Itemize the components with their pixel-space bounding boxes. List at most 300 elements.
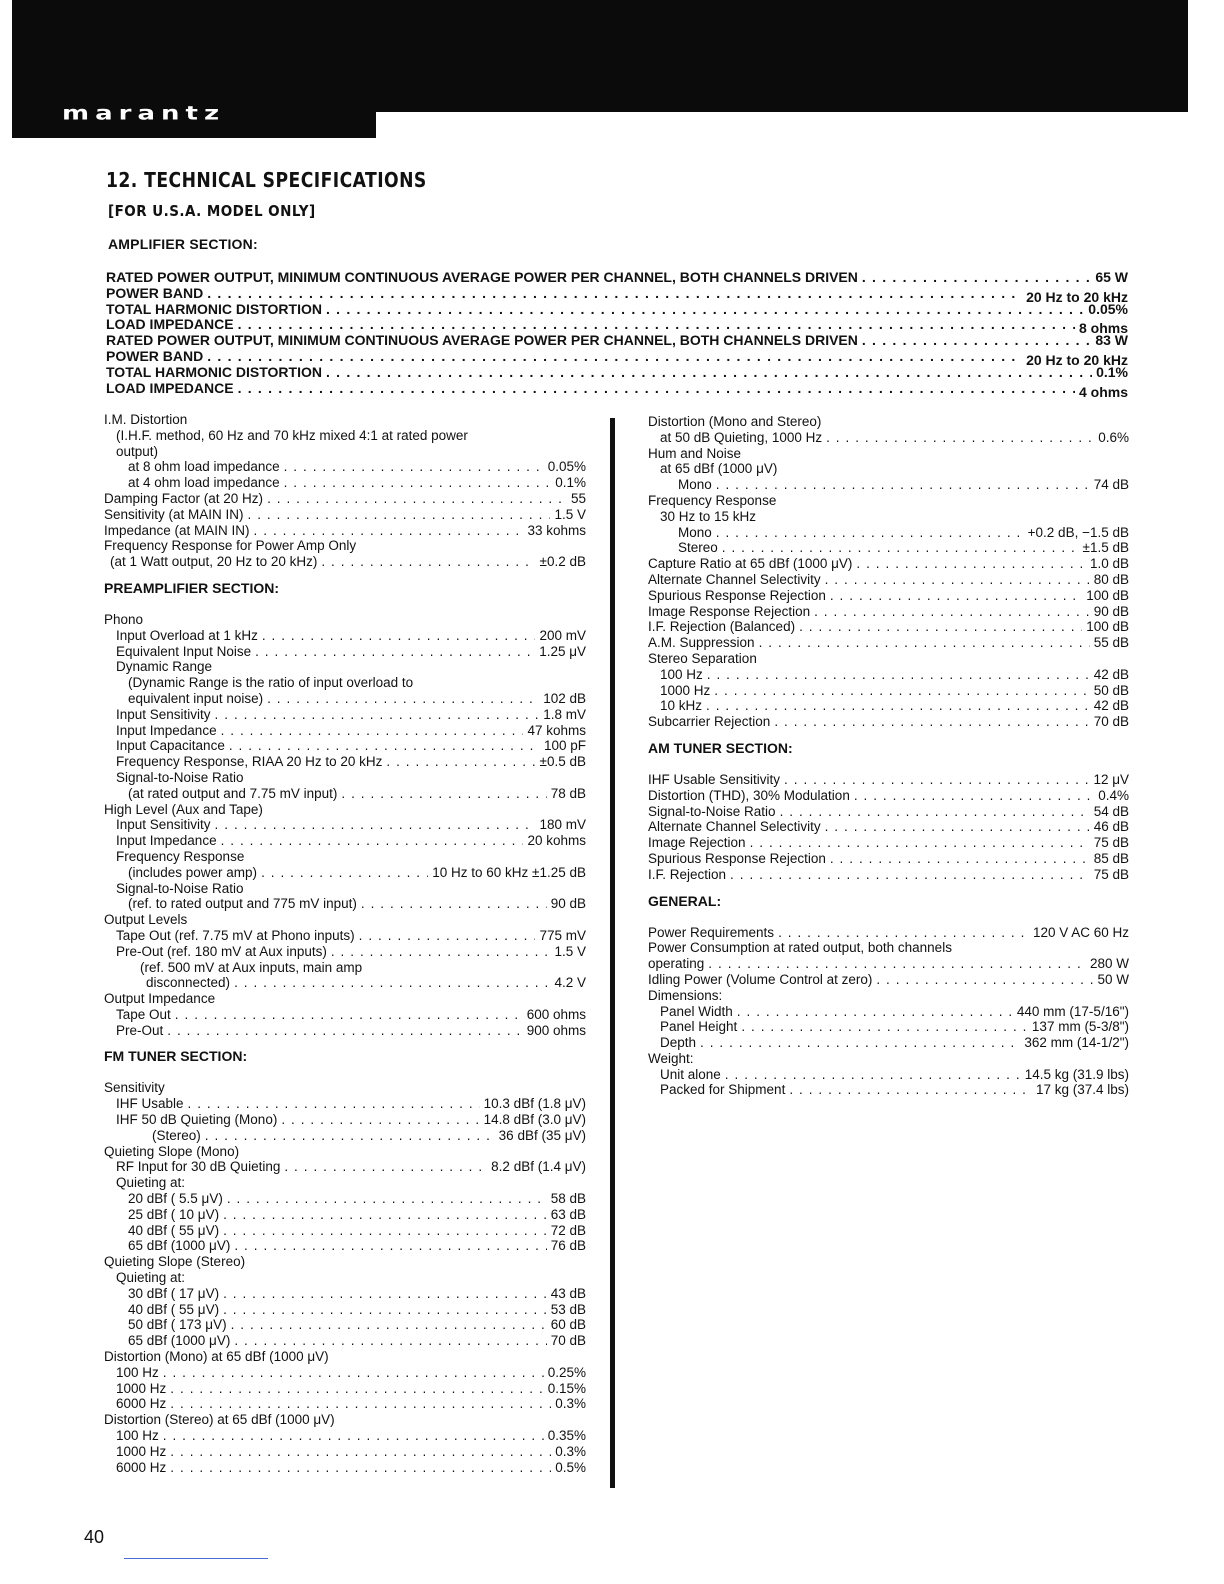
spec-value: 0.1% bbox=[1096, 363, 1128, 380]
spec-row bbox=[104, 444, 586, 460]
dot-leader bbox=[876, 972, 1093, 988]
spec-row bbox=[104, 896, 586, 912]
spec-value: 80 dB bbox=[1093, 571, 1129, 587]
spec-row bbox=[104, 491, 586, 507]
spec-label: TOTAL HARMONIC DISTORTION bbox=[106, 300, 322, 317]
spec-label: (Dynamic Range is the ratio of input overload to bbox=[128, 675, 414, 691]
spec-label: I.M. Distortion bbox=[104, 412, 188, 427]
dot-leader bbox=[163, 1365, 544, 1381]
spec-label: 100 Hz bbox=[116, 1364, 159, 1380]
spec-row bbox=[104, 881, 586, 897]
spec-value: 0.05% bbox=[547, 459, 586, 475]
amp-spec-row bbox=[106, 302, 1128, 318]
amp-spec-row bbox=[106, 270, 1128, 286]
spec-value: 0.6% bbox=[1098, 429, 1129, 445]
spec-label: at 4 ohm load impedance bbox=[128, 475, 280, 491]
spec-label: 100 Hz bbox=[116, 1428, 159, 1444]
spec-value: 10.3 dBf (1.8 μV) bbox=[483, 1096, 586, 1112]
spec-label: LOAD IMPEDANCE bbox=[106, 316, 234, 333]
dot-leader bbox=[759, 635, 1090, 651]
dot-leader bbox=[825, 572, 1090, 588]
spec-label: 10 kHz bbox=[660, 698, 703, 714]
spec-value: 102 dB bbox=[543, 690, 586, 706]
spec-value: 42 dB bbox=[1093, 666, 1129, 682]
dot-leader bbox=[361, 896, 547, 912]
spec-value: 10 Hz to 60 kHz ±1.25 dB bbox=[432, 864, 586, 880]
spec-row bbox=[648, 461, 1129, 477]
dot-leader bbox=[284, 1159, 487, 1175]
spec-row bbox=[104, 944, 586, 960]
spec-label: Quieting at: bbox=[116, 1270, 186, 1286]
spec-row bbox=[104, 754, 586, 770]
spec-value: 1.5 V bbox=[554, 506, 586, 522]
dot-leader bbox=[170, 1381, 543, 1397]
dot-leader bbox=[722, 540, 1079, 556]
spec-row bbox=[648, 1035, 1129, 1051]
dot-leader bbox=[784, 772, 1089, 788]
dot-leader bbox=[331, 944, 551, 960]
page-title: 12. TECHNICAL SPECIFICATIONS bbox=[106, 168, 427, 192]
dot-leader bbox=[814, 604, 1090, 620]
spec-label: Mono bbox=[678, 477, 712, 493]
spec-row bbox=[648, 956, 1129, 972]
spec-label: Frequency Response bbox=[116, 848, 245, 864]
spec-label: Distortion (Mono and Stereo) bbox=[648, 414, 822, 429]
spec-row bbox=[104, 1381, 586, 1397]
spec-row bbox=[104, 1080, 586, 1096]
dot-leader bbox=[170, 1460, 551, 1476]
dot-leader bbox=[799, 619, 1082, 635]
dot-leader bbox=[778, 925, 1029, 941]
spec-row bbox=[104, 538, 586, 554]
spec-row bbox=[648, 1004, 1129, 1020]
spec-label: Signal-to-Noise Ratio bbox=[116, 769, 244, 785]
spec-value: 180 mV bbox=[539, 817, 586, 833]
spec-value: 83 W bbox=[1095, 332, 1128, 349]
spec-row bbox=[104, 1270, 586, 1286]
spec-value: 0.15% bbox=[547, 1380, 586, 1396]
dot-leader bbox=[267, 491, 567, 507]
spec-row bbox=[648, 698, 1129, 714]
spec-value: 0.3% bbox=[555, 1396, 586, 1412]
spec-label: Pre-Out (ref. 180 mV at Aux inputs) bbox=[116, 943, 327, 959]
spec-value: 43 dB bbox=[550, 1285, 586, 1301]
dot-leader bbox=[231, 1317, 547, 1333]
spec-value: 0.1% bbox=[555, 475, 586, 491]
dot-leader bbox=[830, 588, 1082, 604]
amp-spec-row bbox=[106, 284, 1128, 305]
dot-leader bbox=[830, 851, 1090, 867]
spec-label: Distortion (Stereo) at 65 dBf (1000 μV) bbox=[104, 1412, 335, 1428]
spec-row bbox=[104, 1396, 586, 1412]
dot-leader bbox=[706, 698, 1090, 714]
spec-row bbox=[104, 723, 586, 739]
spec-label: I.F. Rejection bbox=[648, 866, 727, 882]
spec-label: Output Impedance bbox=[104, 991, 216, 1007]
spec-label: Alternate Channel Selectivity bbox=[648, 819, 821, 835]
spec-label: A.M. Suppression bbox=[648, 635, 755, 651]
spec-label: POWER BAND bbox=[106, 284, 204, 301]
spec-row bbox=[648, 556, 1129, 572]
spec-label: Unit alone bbox=[660, 1066, 721, 1082]
spec-label: (includes power amp) bbox=[128, 864, 258, 880]
spec-value: 50 dB bbox=[1093, 682, 1129, 698]
spec-label: Quieting Slope (Mono) bbox=[104, 1143, 240, 1159]
spec-row bbox=[648, 430, 1129, 446]
spec-row bbox=[104, 960, 586, 976]
spec-label: Hum and Noise bbox=[648, 445, 742, 461]
spec-row bbox=[104, 1349, 586, 1365]
dot-leader bbox=[725, 1067, 1021, 1083]
footer-rule bbox=[124, 1558, 268, 1559]
spec-label: at 65 dBf (1000 μV) bbox=[660, 461, 778, 477]
spec-value: 85 dB bbox=[1093, 850, 1129, 866]
dot-leader bbox=[862, 270, 1091, 286]
spec-value: 54 dB bbox=[1093, 803, 1129, 819]
dot-leader bbox=[261, 865, 428, 881]
spec-label: Impedance (at MAIN IN) bbox=[104, 522, 250, 538]
spec-label: Signal-to-Noise Ratio bbox=[116, 880, 244, 896]
spec-row bbox=[648, 635, 1129, 651]
spec-label: Idling Power (Volume Control at zero) bbox=[648, 971, 873, 987]
amp-spec-row bbox=[106, 379, 1128, 400]
spec-value: 0.05% bbox=[1088, 300, 1128, 317]
spec-value: 0.4% bbox=[1098, 787, 1129, 803]
spec-value: 63 dB bbox=[550, 1206, 586, 1222]
dot-leader bbox=[281, 1112, 479, 1128]
spec-label: Image Response Rejection bbox=[648, 603, 811, 619]
dot-leader bbox=[267, 691, 539, 707]
spec-label: I.F. Rejection (Balanced) bbox=[648, 619, 796, 635]
dot-leader bbox=[284, 475, 552, 491]
dot-leader bbox=[175, 1007, 523, 1023]
spec-label: Frequency Response bbox=[648, 492, 777, 508]
spec-label: operating bbox=[648, 956, 705, 972]
dot-leader bbox=[326, 302, 1084, 318]
spec-label: Damping Factor (at 20 Hz) bbox=[104, 490, 264, 506]
section-title: GENERAL: bbox=[648, 892, 722, 909]
spec-label: IHF 50 dB Quieting (Mono) bbox=[116, 1112, 278, 1128]
spec-label: Sensitivity (at MAIN IN) bbox=[104, 506, 244, 522]
spec-label: 30 dBf ( 17 μV) bbox=[128, 1285, 220, 1301]
dot-leader bbox=[741, 1019, 1028, 1035]
spec-label: Pre-Out bbox=[116, 1022, 164, 1038]
spec-label: Phono bbox=[104, 611, 144, 627]
spec-label: Power Requirements bbox=[648, 924, 775, 940]
spec-row bbox=[648, 604, 1129, 620]
spec-value: 90 dB bbox=[1093, 603, 1129, 619]
spec-label: at 8 ohm load impedance bbox=[128, 459, 280, 475]
dot-leader bbox=[223, 1207, 547, 1223]
spec-value: 362 mm (14-1/2") bbox=[1024, 1035, 1129, 1051]
spec-row bbox=[104, 975, 586, 991]
dot-leader bbox=[255, 644, 535, 660]
dot-leader bbox=[707, 667, 1090, 683]
spec-value: ±0.5 dB bbox=[539, 754, 586, 770]
dot-leader bbox=[215, 817, 536, 833]
dot-leader bbox=[780, 804, 1090, 820]
spec-label: (at rated output and 7.75 mV input) bbox=[128, 785, 338, 801]
dot-leader bbox=[737, 1004, 1013, 1020]
spec-value: 53 dB bbox=[550, 1301, 586, 1317]
dot-leader bbox=[207, 286, 1022, 302]
spec-label: 6000 Hz bbox=[116, 1396, 167, 1412]
spec-label: Dimensions: bbox=[648, 987, 723, 1003]
spec-label: Panel Width bbox=[660, 1003, 733, 1019]
spec-label: Input Sensitivity bbox=[116, 817, 211, 833]
spec-label: RF Input for 30 dB Quieting bbox=[116, 1159, 281, 1175]
spec-row bbox=[104, 691, 586, 707]
spec-row bbox=[104, 1096, 586, 1112]
spec-value: 8 ohms bbox=[1078, 320, 1128, 337]
spec-row bbox=[648, 477, 1129, 493]
dot-leader bbox=[254, 523, 524, 539]
spec-row bbox=[104, 928, 586, 944]
dot-leader bbox=[716, 525, 1024, 541]
spec-label: Sensitivity bbox=[104, 1080, 165, 1096]
spec-row bbox=[648, 667, 1129, 683]
spec-label: (at 1 Watt output, 20 Hz to 20 kHz) bbox=[110, 554, 318, 570]
amp-spec-row bbox=[106, 365, 1128, 381]
spec-value: 0.35% bbox=[547, 1428, 586, 1444]
spec-row bbox=[648, 1019, 1129, 1035]
dot-leader bbox=[248, 507, 551, 523]
dot-leader bbox=[227, 1191, 547, 1207]
spec-value: 100 dB bbox=[1086, 587, 1129, 603]
spec-value: 600 ohms bbox=[526, 1006, 586, 1022]
spec-label: Power Consumption at rated output, both channels bbox=[648, 940, 952, 956]
spec-value: 76 dB bbox=[550, 1238, 586, 1254]
dot-leader bbox=[238, 317, 1075, 333]
dot-leader bbox=[789, 1082, 1032, 1098]
spec-row bbox=[104, 833, 586, 849]
spec-value: 100 dB bbox=[1086, 619, 1129, 635]
column-divider bbox=[610, 418, 615, 1488]
spec-row bbox=[648, 819, 1129, 835]
spec-row bbox=[104, 707, 586, 723]
spec-label: Input Impedance bbox=[116, 833, 217, 849]
dot-leader bbox=[223, 1302, 547, 1318]
dot-leader bbox=[284, 459, 544, 475]
spec-label: 50 dBf ( 173 μV) bbox=[128, 1317, 227, 1333]
spec-value: 1.5 V bbox=[554, 943, 586, 959]
dot-leader bbox=[856, 556, 1086, 572]
spec-label: RATED POWER OUTPUT, MINIMUM CONTINUOUS AVERAGE POWER PER CHANNEL, BOTH CHANNELS DRIVEN bbox=[106, 332, 858, 349]
spec-row bbox=[648, 788, 1129, 804]
brand-logo: marantz bbox=[62, 103, 226, 125]
dot-leader bbox=[774, 714, 1089, 730]
spec-label: (Stereo) bbox=[152, 1127, 201, 1143]
spec-value: ±0.2 dB bbox=[539, 554, 586, 570]
spec-label: 25 dBf ( 10 μV) bbox=[128, 1206, 220, 1222]
spec-label: Tape Out (ref. 7.75 mV at Phono inputs) bbox=[116, 927, 355, 943]
spec-value: 100 pF bbox=[543, 738, 586, 754]
spec-row bbox=[104, 475, 586, 491]
spec-row bbox=[648, 493, 1129, 509]
spec-row bbox=[648, 972, 1129, 988]
spec-label: 65 dBf (1000 μV) bbox=[128, 1333, 231, 1349]
spec-label: Capture Ratio at 65 dBf (1000 μV) bbox=[648, 556, 853, 572]
spec-label: LOAD IMPEDANCE bbox=[106, 379, 234, 396]
spec-row bbox=[104, 1302, 586, 1318]
spec-value: 65 W bbox=[1095, 269, 1128, 285]
dot-leader bbox=[234, 975, 550, 991]
page-number: 40 bbox=[84, 1527, 105, 1547]
spec-value: 50 W bbox=[1097, 971, 1129, 987]
spec-row bbox=[648, 446, 1129, 462]
spec-label: Input Impedance bbox=[116, 722, 217, 738]
spec-value: 75 dB bbox=[1093, 866, 1129, 882]
spec-label: equivalent input noise) bbox=[128, 690, 264, 706]
spec-row bbox=[648, 714, 1129, 730]
spec-label: Image Rejection bbox=[648, 835, 746, 851]
spec-value: 20 Hz to 20 kHz bbox=[1026, 288, 1128, 305]
dot-leader bbox=[221, 833, 524, 849]
spec-row bbox=[648, 414, 1129, 430]
spec-value: 12 μV bbox=[1093, 771, 1129, 787]
spec-row bbox=[104, 1444, 586, 1460]
spec-value: 440 mm (17-5/16") bbox=[1016, 1003, 1129, 1019]
spec-row bbox=[648, 509, 1129, 525]
spec-row bbox=[104, 738, 586, 754]
spec-value: 1.8 mV bbox=[543, 706, 586, 722]
spec-label: (ref. 500 mV at Aux inputs, main amp bbox=[140, 959, 363, 975]
dot-leader bbox=[163, 1428, 544, 1444]
spec-row bbox=[104, 644, 586, 660]
spec-label: Weight: bbox=[648, 1050, 694, 1066]
spec-row bbox=[104, 675, 586, 691]
dot-leader bbox=[750, 835, 1090, 851]
spec-label: Quieting at: bbox=[116, 1175, 186, 1191]
dot-leader bbox=[730, 867, 1090, 883]
spec-value: 8.2 dBf (1.4 μV) bbox=[491, 1159, 586, 1175]
spec-row bbox=[104, 1191, 586, 1207]
dot-leader bbox=[386, 754, 535, 770]
spec-row bbox=[104, 459, 586, 475]
spec-row bbox=[104, 1207, 586, 1223]
right-spec-column bbox=[648, 414, 1129, 1098]
spec-row bbox=[648, 588, 1129, 604]
spec-label: Dynamic Range bbox=[116, 659, 213, 675]
dot-leader bbox=[238, 381, 1075, 397]
amp-spec-row bbox=[106, 347, 1128, 368]
dot-leader bbox=[359, 928, 536, 944]
spec-label: (ref. to rated output and 775 mV input) bbox=[128, 896, 357, 912]
spec-label: at 50 dB Quieting, 1000 Hz bbox=[660, 429, 823, 445]
spec-value: 47 kohms bbox=[527, 722, 586, 738]
spec-label: Frequency Response for Power Amp Only bbox=[104, 538, 357, 554]
spec-value: 280 W bbox=[1089, 956, 1129, 972]
spec-label: Frequency Response, RIAA 20 Hz to 20 kHz bbox=[116, 754, 383, 770]
spec-row bbox=[104, 1159, 586, 1175]
spec-label: Equivalent Input Noise bbox=[116, 643, 252, 659]
spec-label: 65 dBf (1000 μV) bbox=[128, 1238, 231, 1254]
dot-leader bbox=[188, 1096, 480, 1112]
dot-leader bbox=[205, 1128, 495, 1144]
spec-row bbox=[104, 1007, 586, 1023]
spec-value: 0.25% bbox=[547, 1364, 586, 1380]
spec-label: 40 dBf ( 55 μV) bbox=[128, 1301, 220, 1317]
spec-label: 30 Hz to 15 kHz bbox=[660, 508, 757, 524]
amp-spec-row bbox=[106, 316, 1128, 337]
spec-value: 120 V AC 60 Hz bbox=[1032, 924, 1129, 940]
dot-leader bbox=[223, 1223, 547, 1239]
spec-value: 78 dB bbox=[550, 785, 586, 801]
dot-leader bbox=[854, 788, 1094, 804]
spec-label: IHF Usable bbox=[116, 1096, 184, 1112]
spec-value: 14.8 dBf (3.0 μV) bbox=[483, 1112, 586, 1128]
spec-value: 14.5 kg (31.9 lbs) bbox=[1024, 1066, 1129, 1082]
spec-label: 20 dBf ( 5.5 μV) bbox=[128, 1191, 223, 1207]
dot-leader bbox=[321, 554, 535, 570]
spec-value: 70 dB bbox=[1093, 714, 1129, 730]
dot-leader bbox=[234, 1333, 546, 1349]
spec-label: Spurious Response Rejection bbox=[648, 850, 826, 866]
spec-value: 900 ohms bbox=[526, 1022, 586, 1038]
spec-label: Subcarrier Rejection bbox=[648, 714, 771, 730]
spec-value: 42 dB bbox=[1093, 698, 1129, 714]
spec-value: 74 dB bbox=[1093, 477, 1129, 493]
spec-value: 775 mV bbox=[539, 927, 586, 943]
dot-leader bbox=[826, 430, 1094, 446]
spec-value: 4.2 V bbox=[554, 975, 586, 991]
spec-label: 1000 Hz bbox=[116, 1380, 167, 1396]
spec-row bbox=[104, 1112, 586, 1128]
dot-leader bbox=[326, 365, 1092, 381]
spec-row bbox=[104, 1238, 586, 1254]
spec-row bbox=[104, 849, 586, 865]
dot-leader bbox=[223, 1286, 547, 1302]
dot-leader bbox=[341, 786, 546, 802]
spec-value: 1.25 μV bbox=[539, 643, 586, 659]
dot-leader bbox=[708, 956, 1086, 972]
spec-label: 40 dBf ( 55 μV) bbox=[128, 1222, 220, 1238]
spec-label: Mono bbox=[678, 524, 712, 540]
spec-label: Input Capacitance bbox=[116, 738, 225, 754]
spec-row bbox=[648, 572, 1129, 588]
spec-label: Stereo bbox=[678, 540, 718, 556]
spec-row bbox=[648, 1067, 1129, 1083]
spec-row bbox=[648, 925, 1129, 941]
spec-row bbox=[648, 683, 1129, 699]
spec-row bbox=[104, 428, 586, 444]
spec-label: Depth bbox=[660, 1035, 697, 1051]
spec-row bbox=[104, 1128, 586, 1144]
spec-label: 1000 Hz bbox=[116, 1443, 167, 1459]
spec-label: Signal-to-Noise Ratio bbox=[648, 803, 776, 819]
dot-leader bbox=[207, 349, 1022, 365]
spec-value: 20 Hz to 20 kHz bbox=[1026, 351, 1128, 368]
spec-row bbox=[104, 1144, 586, 1160]
spec-value: 36 dBf (35 μV) bbox=[498, 1127, 586, 1143]
spec-value: 17 kg (37.4 lbs) bbox=[1035, 1082, 1129, 1098]
spec-row bbox=[104, 1317, 586, 1333]
spec-value: 0.3% bbox=[555, 1443, 586, 1459]
spec-label: High Level (Aux and Tape) bbox=[104, 801, 263, 817]
spec-label: Tape Out bbox=[116, 1006, 171, 1022]
spec-label: POWER BAND bbox=[106, 347, 204, 364]
spec-row bbox=[104, 659, 586, 675]
spec-label: IHF Usable Sensitivity bbox=[648, 771, 781, 787]
spec-label: Input Overload at 1 kHz bbox=[116, 627, 258, 643]
spec-label: Packed for Shipment bbox=[660, 1082, 786, 1098]
spec-row bbox=[648, 1051, 1129, 1067]
spec-label: TOTAL HARMONIC DISTORTION bbox=[106, 363, 322, 380]
spec-label: 1000 Hz bbox=[660, 682, 711, 698]
dot-leader bbox=[234, 1238, 546, 1254]
spec-row bbox=[104, 523, 586, 539]
spec-row bbox=[104, 1333, 586, 1349]
